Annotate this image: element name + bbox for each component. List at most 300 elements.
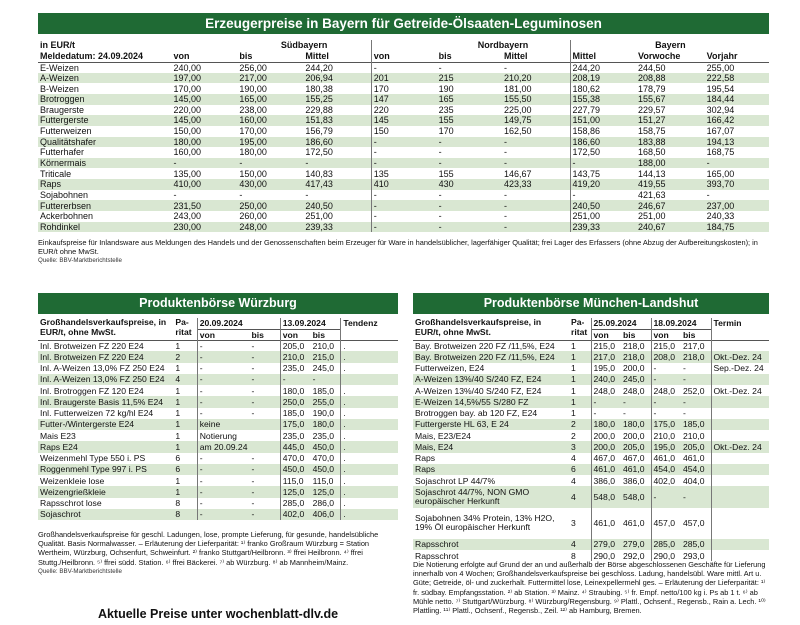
table-cell: - [197,374,249,385]
row-label: Futterweizen [40,126,92,137]
table-cell: 548,0 [591,486,621,508]
row-label: Inl. Brotroggen FZ 120 E24 [40,385,144,396]
table-cell: 406,0 [311,509,341,520]
table-cell: 245,0 [312,363,335,374]
table-cell: - [683,363,686,374]
table-cell: 160,00 [237,115,303,126]
table-cell: 4 [173,374,197,385]
table-cell: 430,00 [237,179,303,190]
table-cell: - [249,464,280,475]
col-header: Mittel [305,51,329,62]
wuerzburg-note [38,530,398,576]
table-cell: 185,0 [681,419,711,430]
table-cell: 115,0 [280,475,310,486]
wuerzburg-head-label: Großhandelsverkaufspreise, in EUR/t, ohne MwSt. [40,317,167,337]
table-cell: 158,75 [638,126,666,137]
table-cell: 166,42 [705,115,769,126]
table-cell [249,430,280,441]
muenchen-note: Die Notierung erfolgte auf Grund der an und außerhalb der Börse abgeschlossenen Geschäfte für Lieferung innerhalb von 4 Wochen; Großhandelsverkaufspreise bei geschloss. Ladung, handelsübl. Ware mittl. Art u. Güte; Getreide, öl- und zuckerhalt. Futtermittel lose, Leinexpellermehl ges. – Erläuterung der Lieferparität: ¹⁾ fr. südbay. Empfangsstation. ²⁾ ab Station. ³⁾ Mainz. ⁴⁾ Straubing. ⁵⁾ fr. Empf. netto/100 kg i. Ps ab 1 t. ⁶⁾ ab Mühle netto. ⁷⁾ Stuttgart/Würzburg. ⁸⁾ Würzburg/Regensburg. ⁹⁾ Plattl., Ochsenf., Regensb., Rain a. Lech. ¹⁰⁾ Plattling. ¹¹⁾ Plattl., Ochsenf., Regensb., Zeil. ¹²⁾ ab Hamburg, Bremen. [413,560,766,616]
table-cell: - [249,509,280,520]
table-cell: 1 [571,408,576,419]
table-cell [711,340,769,351]
table-cell: 450,0 [311,464,341,475]
table-cell: Notierung [197,430,249,441]
wuerzburg-source: Quelle: BBV-Marktberichtstelle [38,567,122,575]
table-cell: 180,0 [311,419,341,430]
group-suedbayern: Südbayern [280,40,328,51]
table-cell: 1 [173,441,197,452]
table-cell: 240,33 [706,211,735,222]
table-cell: 168,75 [706,147,735,158]
table-cell: 279,0 [621,539,651,550]
table-cell: 1 [569,374,591,385]
table-cell: - [437,158,502,169]
wuerzburg-tendenz: Tendenz [341,318,398,340]
table-cell: 180,62 [570,83,636,94]
row-label: Mais E23 [40,430,76,441]
table-row [38,83,769,94]
table-cell: . [341,340,398,351]
table-cell: 220,00 [173,104,201,115]
table-cell: 165,00 [706,168,735,179]
table-row [38,464,398,475]
row-label: Inl. Brotweizen FZ 220 E24 [38,351,173,362]
table-cell: . [341,441,398,452]
table-cell: . [341,363,398,374]
table-cell [711,508,769,539]
table-cell: 238,00 [239,104,267,115]
table-cell: 1 [175,408,181,419]
table-cell: 1 [571,340,576,351]
table-cell: 1 [175,475,181,486]
row-label: Inl. Brotweizen FZ 220 E24 [40,340,144,351]
table-cell: - [591,396,621,407]
table-row [38,486,398,497]
row-label: Qualitätshafer [38,137,171,148]
row-label: Sojaschrot LP 44/7% [415,475,496,486]
table-cell: 165,00 [237,94,303,105]
table-cell: 1 [175,385,181,396]
table-row [38,475,398,486]
table-cell: - [197,363,249,374]
col-header: von [591,329,621,340]
row-label: Ackerbohnen [40,211,94,222]
col-header: bis [623,329,636,340]
table-cell: 186,60 [570,137,636,148]
main-title: Erzeugerpreise in Bayern für Getreide-Ölsaaten-Leguminosen [38,13,769,34]
table-cell: 206,94 [303,73,371,84]
wuerzburg-title: Produktenbörse Würzburg [38,293,398,314]
group-bayern: Bayern [655,40,686,51]
row-label: Rapsschrot [413,539,569,550]
table-cell: . [341,430,398,441]
website-footer-link[interactable]: Aktuelle Preise unter wochenblatt-dlv.de [97,607,339,621]
table-cell: 217,0 [591,351,621,362]
table-cell: 423,33 [502,179,570,190]
table-cell: 135,00 [173,168,201,179]
table-cell: 162,50 [504,126,532,137]
table-cell: 457,0 [651,508,681,539]
table-row [38,363,398,374]
row-label: Roggenmehl Type 997 i. PS [38,464,173,475]
table-cell: 239,33 [570,222,636,233]
table-cell: 172,50 [570,147,636,158]
table-cell: 143,75 [570,168,636,179]
table-cell: 285,0 [651,539,681,550]
table-cell: - [305,189,309,200]
wuerzburg-footnote: Großhandelsverkaufspreise für geschl. Ladungen, lose, prompte Lieferung, für gesunde, handelsübliche Qualität. Basis Normalwasser. – Erläuterung der Lieferparität: ¹⁾ franko Großraum Würzburg = Station Wertheim, Würzburg, Ochsenfurt, Schweinfurt. ²⁾ franko Stuttgart/Heilbronn. ³⁾ ffrei Heilbronn. ⁴⁾ ffrei Stuttg./Heilbronn. ⁵⁾ ffrei südd. Station. ⁶⁾ ffrei Bäckerei. ⁷⁾ ab Würzburg. ⁸⁾ ab Mannheim/Mainz. [38,530,379,567]
table-cell: 180,0 [621,419,651,430]
table-cell [711,419,769,430]
table-cell: - [197,453,249,464]
table-cell: 170 [371,83,436,94]
table-row [38,105,769,116]
col-header: bis [251,329,264,340]
row-label: Triticale [40,168,72,179]
table-cell: - [239,189,243,200]
table-cell [249,419,280,430]
table-cell: 1 [175,430,181,441]
table-row [38,73,769,84]
table-cell: 147 [371,94,436,105]
table-cell: 190 [438,83,454,94]
row-label: Futterhafer [40,147,85,158]
table-cell: 470,0 [280,453,310,464]
table-cell: . [341,419,398,430]
table-cell: 302,94 [706,104,735,115]
table-cell: - [504,211,508,222]
table-cell: 135 [371,168,436,179]
row-label: Futtergerste [38,115,171,126]
table-cell: - [651,396,681,407]
table-cell: 2 [571,430,576,441]
table-cell: 445,0 [280,441,310,452]
row-label: Sojabohnen 34% Protein, 13% H2O, 19% Öl europäischer Herkunft [415,512,555,533]
row-label: Bay. Brotweizen 220 FZ /11,5%, E24 [415,340,555,351]
table-cell: 195,0 [591,363,621,374]
table-row [38,408,398,419]
table-cell: 151,00 [570,115,636,126]
table-cell: - [651,408,681,419]
table-cell: 250,00 [237,200,303,211]
table-cell: 200,0 [591,441,621,452]
table-cell: 195,00 [237,137,303,148]
table-cell: 184,44 [705,94,769,105]
col-header: bis [438,51,452,62]
table-cell: - [171,158,237,169]
table-cell: 246,67 [636,200,705,211]
table-cell: 421,63 [638,189,666,200]
wuerzburg-head-paritaet: Pa-ritat [175,317,192,337]
col-header: Mittel [504,51,528,62]
table-cell: 194,13 [705,137,769,148]
table-row [38,94,769,105]
table-cell: 218,0 [621,351,651,362]
table-cell: 393,70 [705,179,769,190]
row-label: Futter-/Wintergerste E24 [38,419,173,430]
table-cell: . [341,464,398,475]
table-cell: - [371,190,436,201]
table-cell: 205,0 [681,441,711,452]
table-cell: - [173,189,177,200]
table-cell: 180,38 [305,83,333,94]
row-label: Weizenmehl Type 550 i. PS [40,453,146,464]
row-label: Rapsschrot lose [40,498,102,509]
table-cell: 229,57 [638,104,666,115]
table-cell: - [371,137,436,148]
table-cell: - [251,340,255,351]
table-row [38,340,398,351]
table-cell: . [341,498,398,509]
table-cell: - [371,222,436,233]
row-label: Sojaschrot 44/7%, NON GMO europäischer Herkunft [413,486,569,508]
table-cell: 190,00 [239,83,267,94]
table-cell: - [303,158,371,169]
table-cell: - [651,486,681,508]
table-cell: - [623,408,626,419]
col-header: bis [239,51,253,62]
table-cell: 8 [571,550,576,561]
table-cell: - [681,486,711,508]
table-cell: - [197,498,249,509]
table-cell: 215 [437,73,502,84]
table-cell: - [705,158,769,169]
table-cell: 461,0 [591,508,621,539]
table-cell: 239,33 [303,222,371,233]
table-cell: 240,0 [591,374,621,385]
table-row [38,430,398,441]
table-cell: 2 [569,419,591,430]
table-cell: 188,00 [636,158,705,169]
table-cell: 386,0 [623,475,645,486]
table-cell: 155,25 [303,94,371,105]
col-header: bis [312,329,325,340]
row-label: A-Weizen 13%/40 S/240 FZ, E24 [413,374,569,385]
table-row [38,453,398,464]
unit-label: in EUR/t [40,40,75,51]
table-cell: 1 [175,363,181,374]
table-cell: 8 [175,498,181,509]
table-cell: 186,60 [303,137,371,148]
row-label: E-Weizen 14,5%/55 S/280 FZ [413,396,569,407]
table-cell: - [197,385,249,396]
col-header: von [371,51,436,62]
table-cell: 240,00 [173,62,201,73]
table-cell: - [371,147,436,158]
row-label: Raps E24 [38,441,173,452]
table-cell: 200,0 [623,430,645,441]
table-cell: 248,0 [651,385,681,396]
muenchen-head-label: Großhandelsverkaufspreise, in EUR/t, ohne MwSt. [415,317,542,337]
table-cell: 260,00 [239,211,267,222]
wuerzburg-date2: 13.09.2024 [280,318,341,329]
table-cell: 165 [437,94,502,105]
table-cell: 430 [437,179,502,190]
table-cell: . [341,396,398,407]
table-cell: - [251,363,255,374]
table-cell: Okt.-Dez. 24 [711,441,769,452]
table-cell: 1 [569,351,591,362]
table-cell: 168,50 [638,147,666,158]
table-cell: 218,0 [623,340,645,351]
table-cell: 285,0 [681,539,711,550]
table-cell: 225,00 [504,104,532,115]
table-cell: 160,00 [173,147,201,158]
table-cell: 251,00 [570,211,636,222]
table-cell: 155 [437,115,502,126]
col-header: von [197,329,249,340]
muenchen-table [413,318,769,561]
table-row [38,211,769,222]
row-label: Mais, E23/E24 [415,430,471,441]
table-cell [249,441,280,452]
table-cell: 185,0 [280,408,310,419]
table-cell: 1 [571,385,576,396]
table-cell: 248,00 [237,222,303,233]
table-cell: - [681,374,711,385]
table-cell: 243,00 [173,211,201,222]
main-price-table [38,40,769,232]
table-cell: - [311,374,341,385]
table-cell: 240,50 [303,200,371,211]
table-cell: - [438,147,442,158]
table-cell: 285,0 [280,498,310,509]
table-cell: 1 [173,486,197,497]
table-cell: 293,0 [683,550,705,561]
table-cell: 4 [569,486,591,508]
table-cell: 210,0 [651,430,681,441]
table-cell: 150,00 [239,168,267,179]
table-cell: 461,0 [651,453,681,464]
row-label: Futterweizen, E24 [415,363,485,374]
table-cell [711,430,769,441]
table-row [413,385,769,396]
table-row [413,508,769,539]
table-cell: 167,07 [706,126,735,137]
table-cell: - [251,453,255,464]
table-cell: 175,0 [280,419,310,430]
table-cell: - [504,189,508,200]
table-cell: - [502,222,570,233]
table-cell: 467,0 [591,453,621,464]
table-row [413,340,769,351]
table-cell: 402,0 [651,475,681,486]
table-cell: 402,0 [280,509,310,520]
table-cell: - [683,408,686,419]
table-cell: - [197,464,249,475]
table-row [38,374,398,385]
col-header: von [280,329,310,340]
table-cell: - [371,200,436,211]
row-label: Inl. Futterweizen 72 kg/hl E24 [40,408,154,419]
table-cell: - [251,385,255,396]
muenchen-termin: Termin [711,318,769,340]
table-row [38,385,398,396]
table-cell: 180,0 [280,385,310,396]
table-cell: 227,79 [570,105,636,116]
row-label: Brotroggen [38,94,171,105]
table-cell: 181,00 [504,83,532,94]
table-cell: 4 [571,453,576,464]
table-cell: - [651,374,681,385]
table-cell: 151,27 [636,115,705,126]
table-cell: 155,50 [502,94,570,105]
group-nordbayern: Nordbayern [477,40,529,51]
table-cell [711,396,769,407]
table-cell: - [502,200,570,211]
table-cell: 1 [571,363,576,374]
table-cell: 237,00 [705,200,769,211]
table-cell: - [438,189,442,200]
table-cell: - [197,351,249,362]
table-cell: - [570,190,636,201]
table-cell: 255,0 [311,396,341,407]
table-cell: 248,0 [591,385,621,396]
table-cell: - [651,363,681,374]
table-cell: 235 [438,104,454,115]
table-cell: . [341,486,398,497]
table-cell: 244,50 [638,62,666,73]
table-cell: . [341,453,398,464]
table-row [413,374,769,385]
table-row [38,168,769,179]
row-label: Sojaschrot [38,509,173,520]
row-label: Brotroggen bay. ab 120 FZ, E24 [415,408,538,419]
table-cell: 145 [371,115,436,126]
table-cell: 175,0 [651,419,681,430]
table-cell: 210,0 [683,430,705,441]
table-cell: 419,55 [636,179,705,190]
table-cell [711,539,769,550]
table-cell: - [197,509,249,520]
table-cell: 248,0 [623,385,645,396]
table-cell: - [371,62,436,73]
table-row [38,62,769,73]
table-cell: 235,0 [280,363,310,374]
table-cell: - [591,408,621,419]
table-cell: 454,0 [681,464,711,475]
table-cell: - [197,475,249,486]
table-cell: - [280,374,310,385]
table-cell: 450,0 [311,441,341,452]
table-cell: 183,88 [636,137,705,148]
wuerzburg-date1: 20.09.2024 [197,318,280,329]
table-row [413,453,769,464]
table-cell: - [251,475,255,486]
muenchen-title: Produktenbörse München-Landshut [413,293,769,314]
table-cell: 195,0 [651,441,681,452]
table-cell: 125,0 [280,486,310,497]
table-cell: 6 [569,464,591,475]
table-cell: - [621,396,651,407]
table-cell: 290,0 [591,550,621,561]
table-cell: 286,0 [312,498,335,509]
table-cell: 180,00 [171,137,237,148]
table-cell [711,453,769,464]
table-cell [711,475,769,486]
table-cell: 155,67 [636,94,705,105]
table-cell: - [197,340,249,351]
row-label: Sojabohnen [40,189,89,200]
table-cell: 172,50 [305,147,333,158]
table-cell: - [706,189,710,200]
table-cell: am 20.09.24 [197,441,249,452]
row-label: B-Weizen [40,83,79,94]
table-cell: 150,00 [173,126,201,137]
table-cell: - [371,211,436,222]
table-cell: - [438,62,442,73]
table-row [413,363,769,374]
